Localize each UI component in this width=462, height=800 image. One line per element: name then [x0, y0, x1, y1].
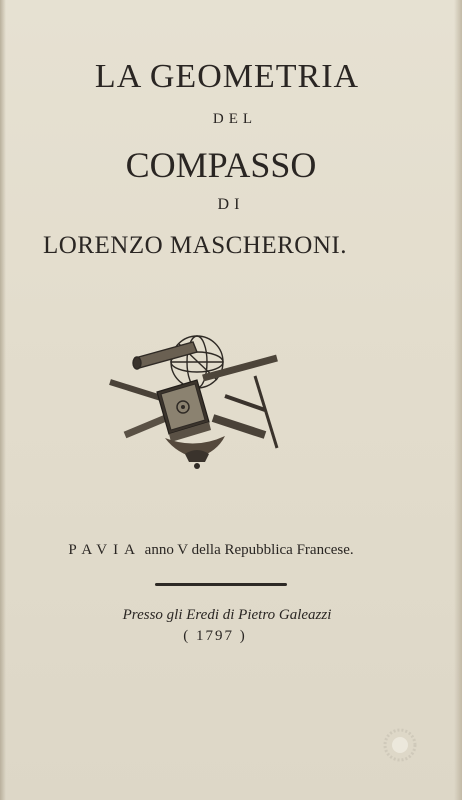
title-line-3: COMPASSO — [125, 145, 317, 185]
library-stamp-icon — [382, 727, 418, 763]
publisher-line: Presso gli Eredi di Pietro Galeazzi — [122, 607, 332, 623]
title-line-1: LA GEOMETRIA — [94, 58, 360, 95]
globe-book-instruments-icon — [105, 330, 285, 470]
publication-year: ( 1797 ) — [183, 628, 247, 644]
imprint-text: anno V della Repubblica Francese. — [140, 542, 354, 558]
imprint-city: PAVIA — [68, 542, 141, 558]
author-name: LORENZO MASCHERONI. — [43, 232, 347, 259]
divider-rule — [155, 583, 287, 586]
imprint-line — [0, 542, 442, 559]
title-line-2: DEL — [212, 111, 258, 127]
title-line-4: DI — [217, 196, 245, 213]
